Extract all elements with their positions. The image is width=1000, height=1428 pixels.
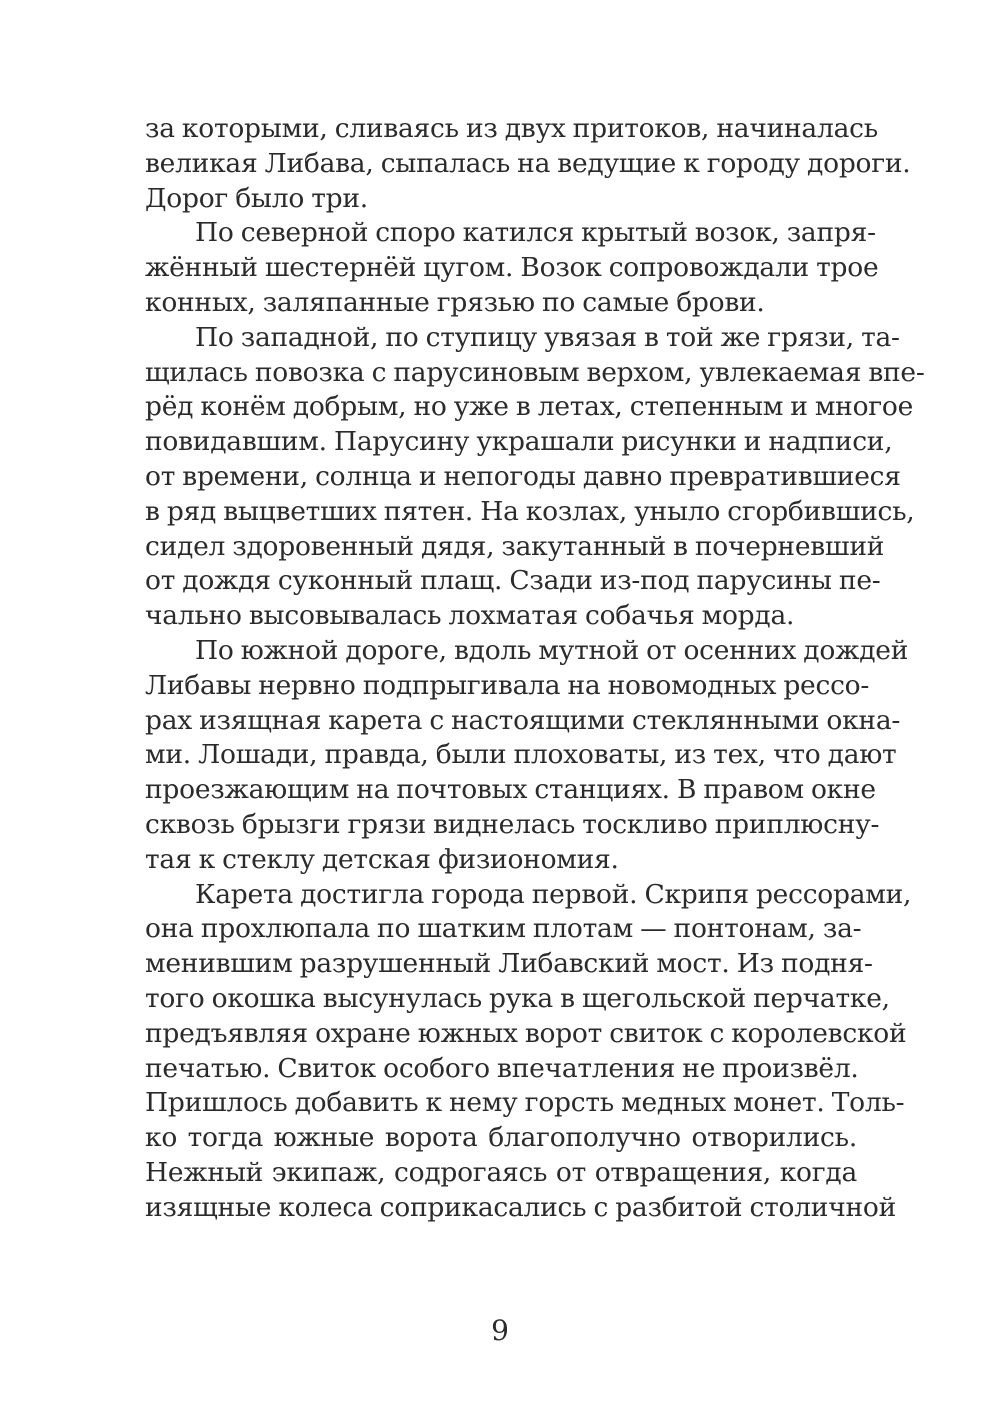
text-line: великая Либава, сыпалась на ведущие к городу дороги.: [145, 147, 911, 179]
body-text: [145, 112, 925, 1226]
text-line: того окошка высунулась рука в щегольской перчатке,: [145, 982, 890, 1014]
text-line: ми. Лошади, правда, были плоховаты, из тех, что дают: [145, 739, 897, 771]
text-line: Либавы нервно подпрыгивала на новомодных рессо-: [145, 669, 870, 701]
text-line: По северной споро катился крытый возок, запря-: [195, 217, 876, 249]
text-line: за которыми, сливаясь из двух притоков, начиналась: [145, 113, 878, 144]
text-line: По южной дороге, вдоль мутной от осенних дождей: [195, 634, 909, 666]
text-line: изящные колеса соприкасались с разбитой столичной: [145, 1191, 897, 1223]
text-line: По западной, по ступицу увязая в той же грязи, та-: [195, 321, 900, 353]
text-line: щилась повозка с парусиновым верхом, увлекаемая впе-: [145, 356, 925, 388]
page-number: 9: [491, 1314, 509, 1347]
text-line: повидавшим. Парусину украшали рисунки и надписи,: [145, 426, 893, 458]
text-line: она прохлюпала по шатким плотам — понтонам, за-: [145, 913, 862, 945]
text-line: Дорог было три.: [145, 182, 368, 214]
paragraph-3: [145, 321, 925, 634]
text-line: от дождя суконный плащ. Сзади из-под парусины пе-: [145, 565, 881, 597]
paragraph-2: [145, 216, 879, 320]
text-line: тая к стеклу детская физиономия.: [145, 843, 619, 875]
text-line: проезжающим на почтовых станциях. В правом окне: [145, 774, 876, 806]
text-line: конных, заляпанные грязью по самые брови.: [145, 286, 765, 318]
text-line: Нежный экипаж, содрогаясь от отвращения, когда: [145, 1156, 857, 1188]
text-line: в ряд выцветших пятен. На козлах, уныло сгорбившись,: [145, 495, 915, 527]
paragraph-5: [145, 878, 912, 1226]
paragraph-1: [145, 112, 911, 216]
text-line: сквозь брызги грязи виднелась тоскливо приплюсну-: [145, 808, 880, 840]
paragraph-4: [145, 634, 909, 878]
text-line: Карета достигла города первой. Скрипя рессорами,: [195, 878, 912, 910]
text-line: предъявляя охране южных ворот свиток с королевской: [145, 1017, 907, 1049]
text-line: менившим разрушенный Либавский мост. Из подня-: [145, 948, 873, 980]
text-line: сидел здоровенный дядя, закутанный в почерневший: [145, 530, 885, 562]
text-line: жённый шестернёй цугом. Возок сопровождали трое: [145, 252, 879, 284]
text-line: чально высовывалась лохматая собачья морда.: [145, 600, 795, 632]
text-line: рёд конём добрым, но уже в летах, степенным и многое: [145, 391, 914, 423]
text-line: ко тогда южные ворота благополучно отворились.: [145, 1122, 857, 1154]
text-line: Пришлось добавить к нему горсть медных монет. Толь-: [145, 1087, 905, 1119]
text-line: печатью. Свиток особого впечатления не произвёл.: [145, 1052, 859, 1084]
text-line: рах изящная карета с настоящими стеклянными окна-: [145, 704, 901, 736]
text-line: от времени, солнца и непогоды давно превратившиеся: [145, 460, 901, 492]
